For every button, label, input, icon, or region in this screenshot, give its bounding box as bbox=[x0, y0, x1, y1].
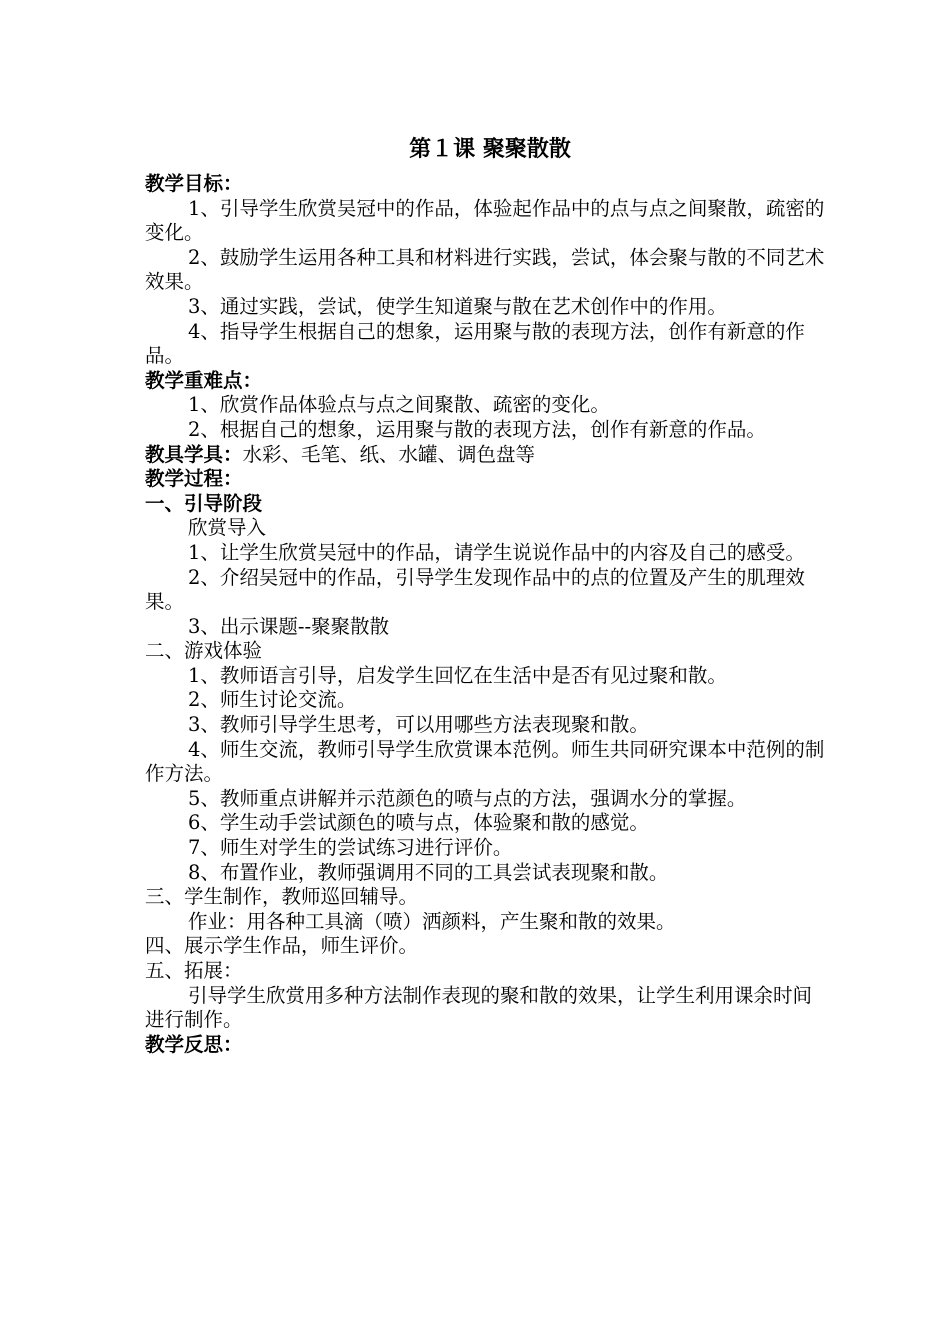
keypoint-item: 1、欣赏作品体验点与点之间聚散、疏密的变化。 bbox=[188, 393, 610, 417]
stage2-item: 8、布置作业，教师强调用不同的工具尝试表现聚和散。 bbox=[188, 860, 669, 884]
stage5-heading: 五、拓展： bbox=[145, 959, 243, 982]
tools-text: 水彩、毛笔、纸、水罐、调色盘等 bbox=[242, 442, 536, 466]
stage2-item: 1、教师语言引导，启发学生回忆在生活中是否有见过聚和散。 bbox=[188, 663, 727, 687]
stage5-item: 引导学生欣赏用多种方法制作表现的聚和散的效果，让学生利用课余时间进行制作。 bbox=[145, 983, 813, 1032]
stage1-item: 1、让学生欣赏吴冠中的作品，请学生说说作品中的内容及自己的感受。 bbox=[188, 540, 805, 564]
reflection-heading: 教学反思： bbox=[145, 1032, 243, 1056]
stage2-item: 2、师生讨论交流。 bbox=[188, 688, 357, 712]
stage2-item: 4、师生交流，教师引导学生欣赏课本范例。师生共同研究课本中范例的制作方法。 bbox=[145, 737, 825, 786]
process-heading: 教学过程： bbox=[145, 467, 243, 491]
lesson-plan bbox=[145, 136, 825, 1057]
goals-heading: 教学目标： bbox=[145, 172, 243, 195]
page-title: 第１课 聚聚散散 bbox=[409, 136, 571, 162]
stage2-item: 3、教师引导学生思考，可以用哪些方法表现聚和散。 bbox=[188, 713, 649, 737]
goal-item: 1、引导学生欣赏吴冠中的作品，体验起作品中的点与点之间聚散，疏密的变化。 bbox=[145, 196, 825, 245]
stage1-subheading: 欣赏导入 bbox=[188, 516, 267, 540]
stage3-item: 作业：用各种工具滴（喷）洒颜料，产生聚和散的效果。 bbox=[188, 909, 676, 933]
stage2-item: 7、师生对学生的尝试练习进行评价。 bbox=[188, 836, 513, 860]
stage3-heading: 三、学生制作，教师巡回辅导。 bbox=[145, 885, 419, 909]
stage4-heading: 四、展示学生作品，师生评价。 bbox=[145, 934, 419, 958]
stage1-item: 3、出示课题--聚聚散散 bbox=[188, 614, 390, 638]
keypoints-heading: 教学重难点： bbox=[145, 368, 263, 392]
stage1-heading: 一、引导阶段 bbox=[145, 491, 263, 515]
goal-item: 2、鼓励学生运用各种工具和材料进行实践，尝试，体会聚与散的不同艺术效果。 bbox=[145, 245, 825, 294]
stage1-item: 2、介绍吴冠中的作品，引导学生发现作品中的点的位置及产生的肌理效果。 bbox=[145, 565, 805, 614]
goal-item: 3、通过实践，尝试，使学生知道聚与散在艺术创作中的作用。 bbox=[188, 294, 727, 318]
stage2-heading: 二、游戏体验 bbox=[145, 639, 263, 663]
stage2-item: 6、学生动手尝试颜色的喷与点，体验聚和散的感觉。 bbox=[188, 811, 649, 835]
tools-label: 教具学具： bbox=[145, 442, 243, 466]
tools-line bbox=[145, 443, 825, 468]
keypoint-item: 2、根据自己的想象，运用聚与散的表现方法，创作有新意的作品。 bbox=[188, 417, 766, 441]
stage2-item: 5、教师重点讲解并示范颜色的喷与点的方法，强调水分的掌握。 bbox=[188, 786, 747, 810]
goal-item: 4、指导学生根据自己的想象，运用聚与散的表现方法，创作有新意的作品。 bbox=[145, 319, 805, 368]
